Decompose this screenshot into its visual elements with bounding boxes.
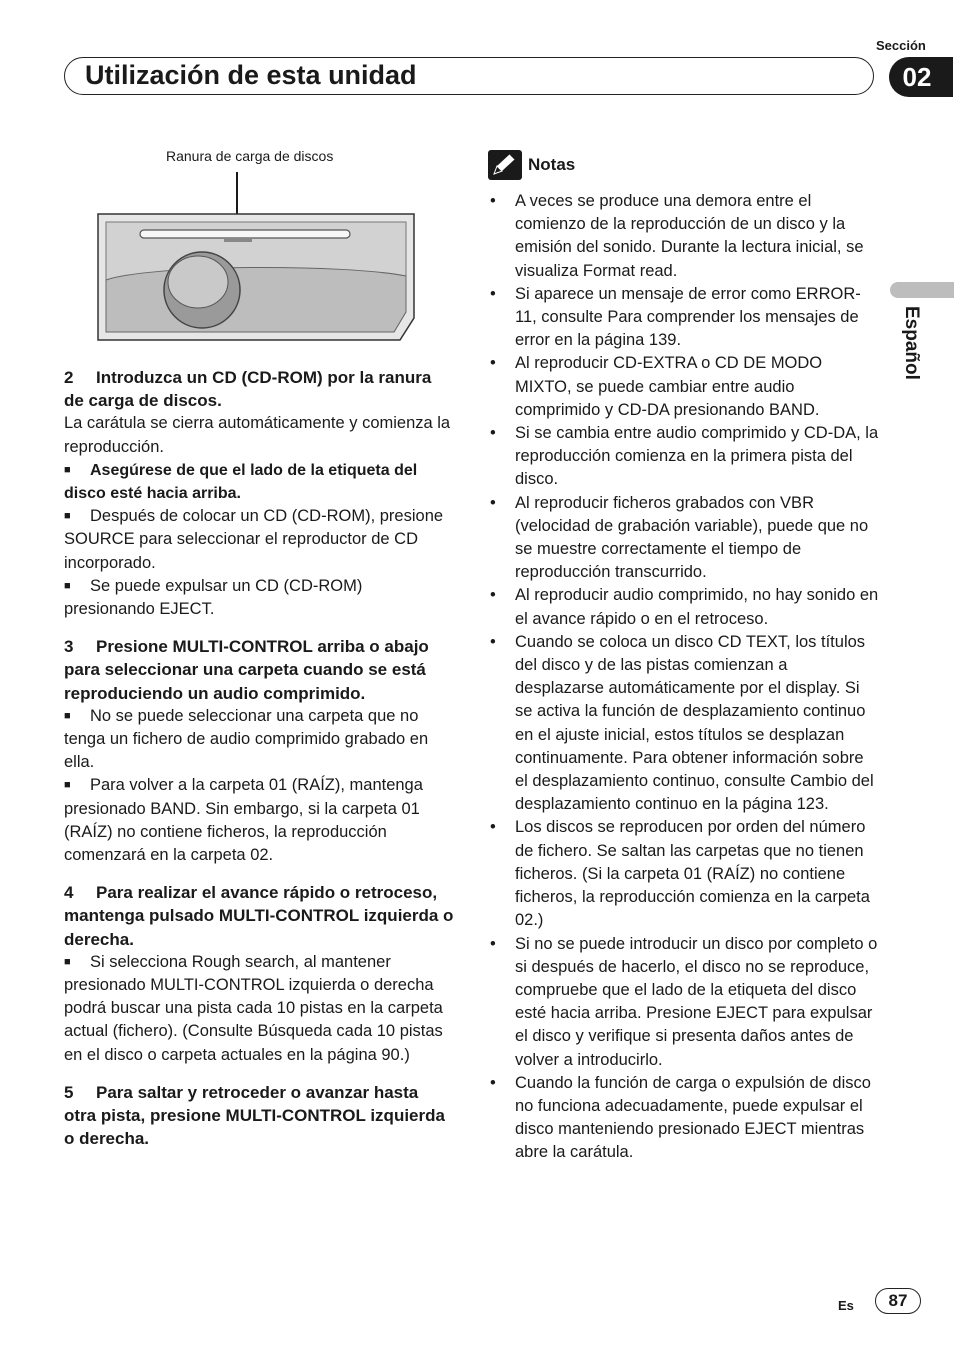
notes-header [488, 150, 880, 180]
knob-top [168, 256, 228, 308]
pencil-note-icon [488, 150, 522, 180]
note-item: • Cuando se coloca un disco CD TEXT, los títulos del disco y de las pistas comienzan a desplazarse automáticamente por el display. Si se activa la función de desplazamiento continuo en el ajuste inicial, estos títulos se desplazan continuamente. Para obtener información sobre el desplazamiento continuo, consulte Cambio del desplazamiento continuo en la página 123. [488, 631, 880, 817]
device-lower-face [106, 267, 406, 332]
language-tab-label: Español [901, 306, 922, 380]
notes-list [488, 190, 880, 1165]
note-item: • Si se cambia entre audio comprimido y CD-DA, la reproducción comienza en la primera pista del disco. [488, 422, 880, 492]
note-item: • Al reproducir CD-EXTRA o CD DE MODO MIXTO, se puede cambiar entre audio comprimido y CD-DA presionando BAND. [488, 352, 880, 422]
note-item: • Al reproducir ficheros grabados con VBR (velocidad de grabación variable), puede que no se muestre correctamente el tiempo de reproducción transcurrido. [488, 492, 880, 585]
instructions-column [64, 366, 454, 1151]
page-title: Utilización de esta unidad [85, 60, 417, 90]
step-item: ■ Asegúrese de que el lado de la etiqueta del disco esté hacia arriba. [64, 461, 418, 503]
section-label: Sección [876, 38, 926, 53]
language-tab-bar [890, 282, 954, 298]
notes-column [488, 150, 880, 1165]
step-heading: 2 Introduzca un CD (CD-ROM) por la ranura de carga de discos. [64, 368, 432, 411]
cd-slot-illustration [94, 168, 416, 344]
step-item: ■ Se puede expulsar un CD (CD-ROM) presionando EJECT. [64, 576, 363, 619]
section-number-badge: 02 [889, 57, 953, 97]
note-item: • Si no se puede introducir un disco por completo o si después de hacerlo, el disco no se reproduce, compruebe que el lado de la etiqueta del disco esté hacia arriba. Presione EJECT para expulsar el disco y verifique si presenta daños antes de volver a introducirlo. [488, 933, 880, 1072]
figure-caption: Ranura de carga de discos [166, 148, 334, 164]
step-item: ■ Para volver a la carpeta 01 (RAÍZ), mantenga presionado BAND. Sin embargo, si la carpeta 01 (RAÍZ) no contiene ficheros, la reproducción comenzará en la carpeta 02. [64, 776, 423, 865]
note-item: • Los discos se reproducen por orden del número de fichero. Se saltan las carpetas que no tienen ficheros. (Si la carpeta 01 (RAÍZ) no contiene ficheros, la reproducción comienza en la carpeta 02.) [488, 816, 880, 932]
page-number: 87 [875, 1288, 921, 1314]
step-heading: 4 Para realizar el avance rápido o retroceso, mantenga pulsado MULTI-CONTROL izquierda o derecha. [64, 883, 454, 949]
note-item: • Al reproducir audio comprimido, no hay sonido en el avance rápido o en el retroceso. [488, 584, 880, 630]
step-item: ■ No se puede seleccionar una carpeta que no tenga un fichero de audio comprimido grabado en ella. [64, 706, 429, 772]
step-item: ■ Si selecciona Rough search, al mantener presionado MULTI-CONTROL izquierda o derecha podrá buscar una pista cada 10 pistas en la carpeta actual (fichero). (Consulte Búsqueda cada 10 pistas en el disco o carpeta actuales en la página 90.) [64, 952, 443, 1064]
note-item: • Si aparece un mensaje de error como ERROR-11, consulte Para comprender los mensajes de error en la página 139. [488, 283, 880, 353]
notes-title: Notas [528, 155, 576, 175]
step-heading: 3 Presione MULTI-CONTROL arriba o abajo para seleccionar una carpeta cuando se está reproduciendo un audio comprimido. [64, 637, 429, 703]
footer-language-code: Es [838, 1298, 854, 1313]
note-item: • Cuando la función de carga o expulsión de disco no funciona adecuadamente, puede expulsar el disco manteniendo presionado EJECT mientras abre la carátula. [488, 1072, 880, 1165]
step-body: La carátula se cierra automáticamente y comienza la reproducción. [64, 414, 451, 456]
step-heading: 5 Para saltar y retroceder o avanzar hasta otra pista, presione MULTI-CONTROL izquierda o derecha. [64, 1082, 445, 1149]
note-item: • A veces se produce una demora entre el comienzo de la reproducción de un disco y la emisión del sonido. Durante la lectura inicial, se visualiza Format read. [488, 190, 880, 283]
page-title-frame [64, 57, 874, 95]
slot-marker [224, 238, 252, 242]
step-item: ■ Después de colocar un CD (CD-ROM), presione SOURCE para seleccionar el reproductor de CD incorporado. [64, 507, 444, 572]
disc-slot [140, 230, 350, 238]
